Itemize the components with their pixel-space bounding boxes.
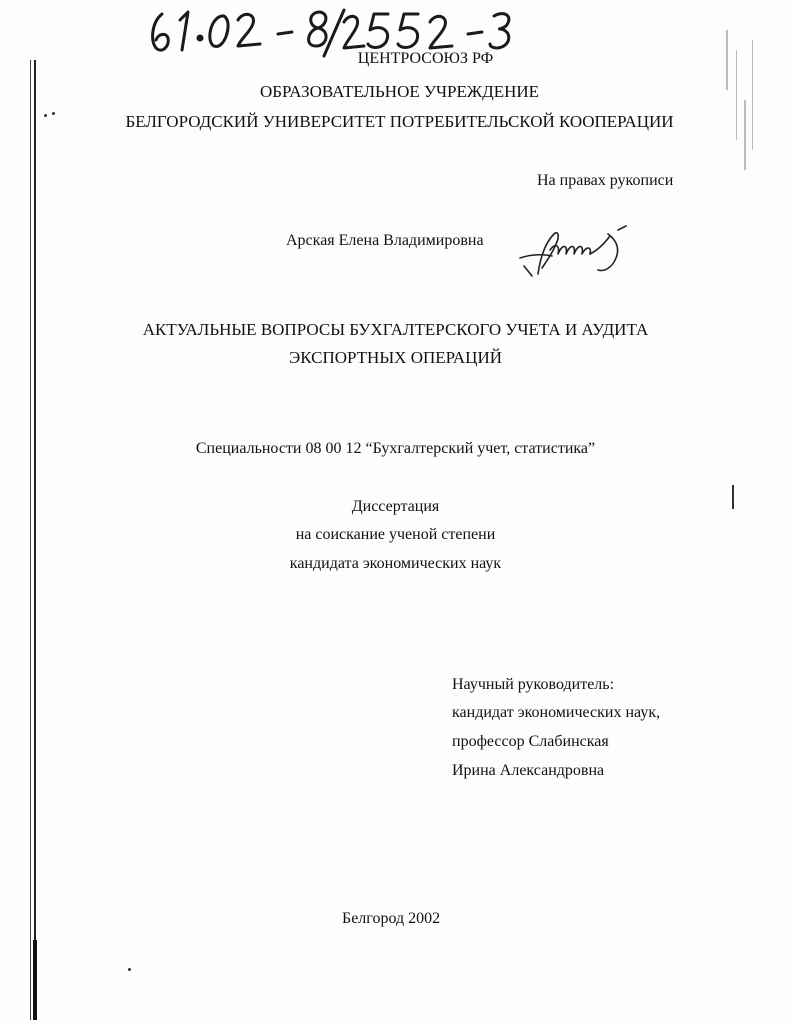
org-line-2: ОБРАЗОВАТЕЛЬНОЕ УЧРЕЖДЕНИЕ [259, 82, 540, 101]
supervisor-heading: Научный руководитель: [452, 676, 615, 693]
specialty-line: Специальности 08 00 12 “Бухгалтерский учет, статистика” [195, 440, 596, 457]
supervisor-degree: кандидат экономических наук, [452, 704, 661, 721]
dissertation-title-line-1: АКТУАЛЬНЫЕ ВОПРОСЫ БУХГАЛТЕРСКОГО УЧЕТА И АУДИТА [142, 320, 649, 339]
dissertation-title-line-2: ЭКСПОРТНЫХ ОПЕРАЦИЙ [288, 348, 503, 367]
author-name: Арская Елена Владимировна [286, 232, 484, 249]
city-year: Белгород 2002 [342, 910, 441, 927]
rights-note: На правах рукописи [537, 172, 674, 189]
degree-line-3: кандидата экономических наук [289, 555, 502, 572]
org-line-1: ЦЕНТРОСОЮЗ РФ [357, 50, 494, 67]
supervisor-full-name: Ирина Александровна [452, 762, 605, 779]
scan-speck [128, 968, 131, 971]
org-line-3: БЕЛГОРОДСКИЙ УНИВЕРСИТЕТ ПОТРЕБИТЕЛЬСКОЙ КООПЕРАЦИИ [125, 112, 674, 131]
degree-line-1: Диссертация [351, 498, 440, 515]
degree-line-2: на соискание ученой степени [295, 526, 496, 543]
author-signature [512, 224, 632, 280]
supervisor-title-name: профессор Слабинская [452, 733, 609, 750]
